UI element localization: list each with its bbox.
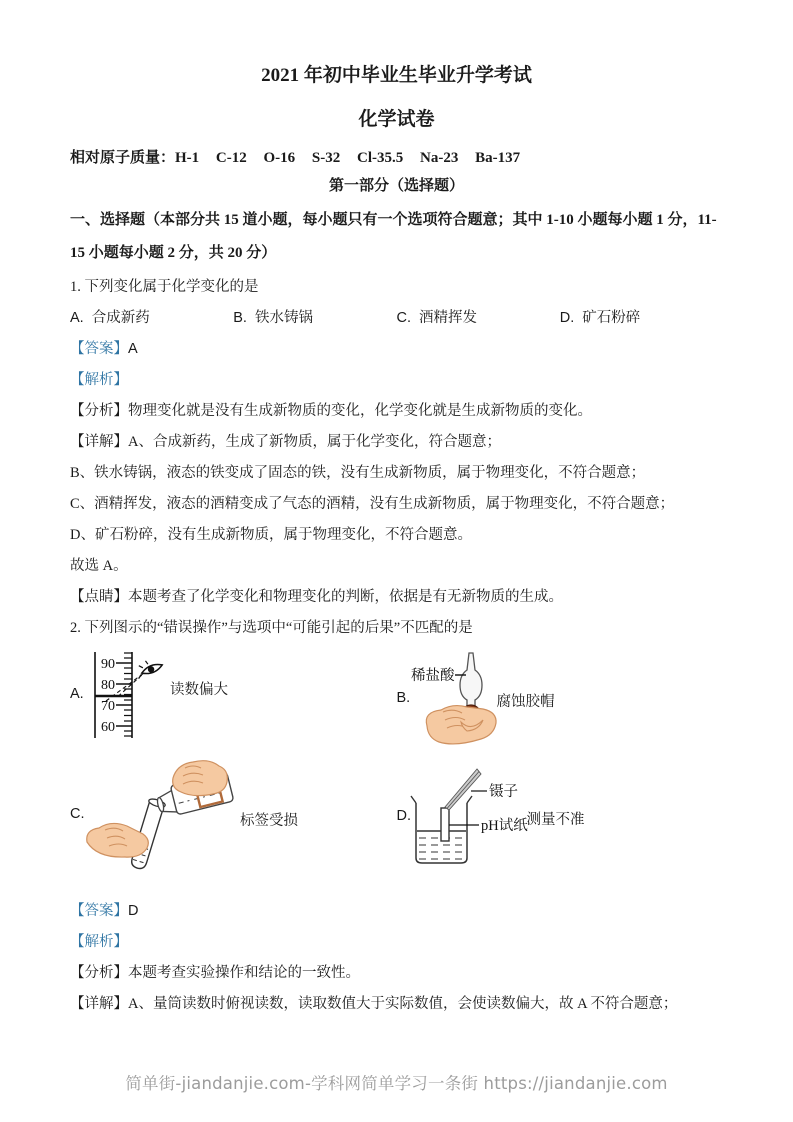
answer-label: 【答案】 [70,341,128,357]
q2-figure-c-caption: 标签受损 [240,813,298,829]
q1-conclusion: 故选 A。 [70,558,128,574]
q2-explanation-line [70,933,723,952]
q1-analysis-line [70,402,723,421]
pouring-liquid-figure [85,758,245,886]
q1-explanation-line [70,371,723,390]
q1-option-d-key: D. [559,310,575,326]
highlight-label: 【点睛】 [70,589,128,605]
q1-option-a-text: 合成新药 [91,310,150,326]
q1-option-b-key: B. [233,310,247,326]
q1-detail-line-c: C、酒精挥发，液态的酒精变成了气态的酒精，没有生成新物质，属于物理变化，不符合题意； [70,496,675,512]
ph-paper-strip [441,808,449,841]
section-intro: 一、选择题（本部分共 15 道小题，每小题只有一个选项符合题意；其中 1-10 小题每小题 1 分，11-15 小题每小题 2 分，共 20 分） [70,212,717,261]
q2-figure-a-key: A. [70,686,84,702]
q2-figure-row-1 [70,650,723,756]
q1-option-b [233,309,396,328]
q1-detail-line-b: B、铁水铸锅，液态的铁变成了固态的铁，没有生成新物质，属于物理变化，不符合题意； [70,465,646,481]
glass-dropper [460,653,482,706]
tweezers-annotation: 镊子 [488,784,518,800]
q1-detail-line-d: D、矿石粉碎，没有生成新物质，属于物理变化，不符合题意。 [70,527,472,543]
q2-figure-d-key: D. [396,808,411,824]
q2-figures [70,650,723,888]
q2-figure-b [397,650,724,756]
hand [426,706,496,744]
q1-answer-value: A [128,341,138,357]
minor-ticks [124,653,132,736]
explanation-label-2: 【解析】 [70,934,128,950]
analysis-label: 【分析】 [70,403,128,419]
q2-detail-text: A、量筒读数时俯视读数，读取数值大于实际数值，会使读数偏大，故 A 不符合题意； [128,996,678,1012]
q2-figure-d-caption: 测量不准 [526,812,585,828]
q1-option-a-key: A. [70,310,84,326]
q1-analysis-text: 物理变化就是没有生成新物质的变化，化学变化就是生成新物质的变化。 [128,403,592,419]
q2-figure-row-2 [70,756,723,888]
q1-option-d [560,309,723,328]
explanation-label: 【解析】 [70,372,128,388]
tweezers-seam [447,772,479,809]
eye-icon [133,656,163,679]
q2-question-text: 2. 下列图示的“错误操作”与选项中“可能引起的后果”不匹配的是 [70,620,473,636]
q1-option-d-text: 矿石粉碎 [582,310,641,326]
q1-highlight-line [70,588,723,607]
page-subtitle: 化学试卷 [358,109,435,130]
dilute-hcl-annotation: 稀盐酸 [410,668,454,684]
part-one-heading: 第一部分（选择题） [328,178,464,194]
page-title: 2021 年初中毕业生毕业升学考试 [261,65,532,86]
q2-analysis-line [70,964,723,983]
q2-figure-a-caption: 读数偏大 [170,682,228,698]
ph-paper-annotation: pH试纸 [480,818,528,834]
q1-answer-line [70,340,723,359]
atomic-masses-line: 相对原子质量：H-1 C-12 O-16 S-32 Cl-35.5 Na-23 Ba-137 [70,150,521,166]
q1-option-a [70,309,233,328]
q2-figure-c-key: C. [70,806,85,822]
q2-figure-d [397,756,724,888]
q1-option-b-text: 铁水铸锅 [254,310,313,326]
scale-70: 70 [101,699,115,714]
q1-option-c-key: C. [396,310,411,326]
footer-watermark: 简单街-jiandanjie.com-学科网简单学习一条街 https://jiandanjie.com [125,1074,668,1093]
q1-detail-line-a [70,433,723,452]
q2-answer-line [70,902,723,921]
q2-figure-b-key: B. [396,690,411,706]
q2-figure-b-caption: 腐蚀胶帽 [496,694,555,710]
beaker-spout [411,796,472,803]
q1-highlight-text: 本题考查了化学变化和物理变化的判断，依据是有无新物质的生成。 [128,589,563,605]
q2-detail-line [70,995,723,1014]
q2-answer-value: D [128,903,139,919]
question-2 [70,619,723,1014]
detail-label-2: 【详解】 [70,996,128,1012]
analysis-label-2: 【分析】 [70,965,128,981]
q1-detail-a-text: A、合成新药，生成了新物质，属于化学变化，符合题意； [128,434,501,450]
scale-80: 80 [101,678,115,693]
q1-question-text: 1. 下列变化属于化学变化的是 [70,279,259,295]
hand-on-bottle [173,761,228,796]
q2-figure-c [70,756,397,888]
answer-label-2: 【答案】 [70,903,128,919]
scale-60: 60 [101,720,115,735]
q1-option-c [397,309,560,328]
beaker-ph-test-figure [409,763,544,867]
scale-90: 90 [101,657,115,672]
q2-analysis-text: 本题考查实验操作和结论的一致性。 [128,965,360,981]
question-1 [70,278,723,607]
q1-options [70,309,723,328]
q2-figure-a [70,650,397,756]
detail-label: 【详解】 [70,434,128,450]
q1-option-c-text: 酒精挥发 [419,310,477,326]
